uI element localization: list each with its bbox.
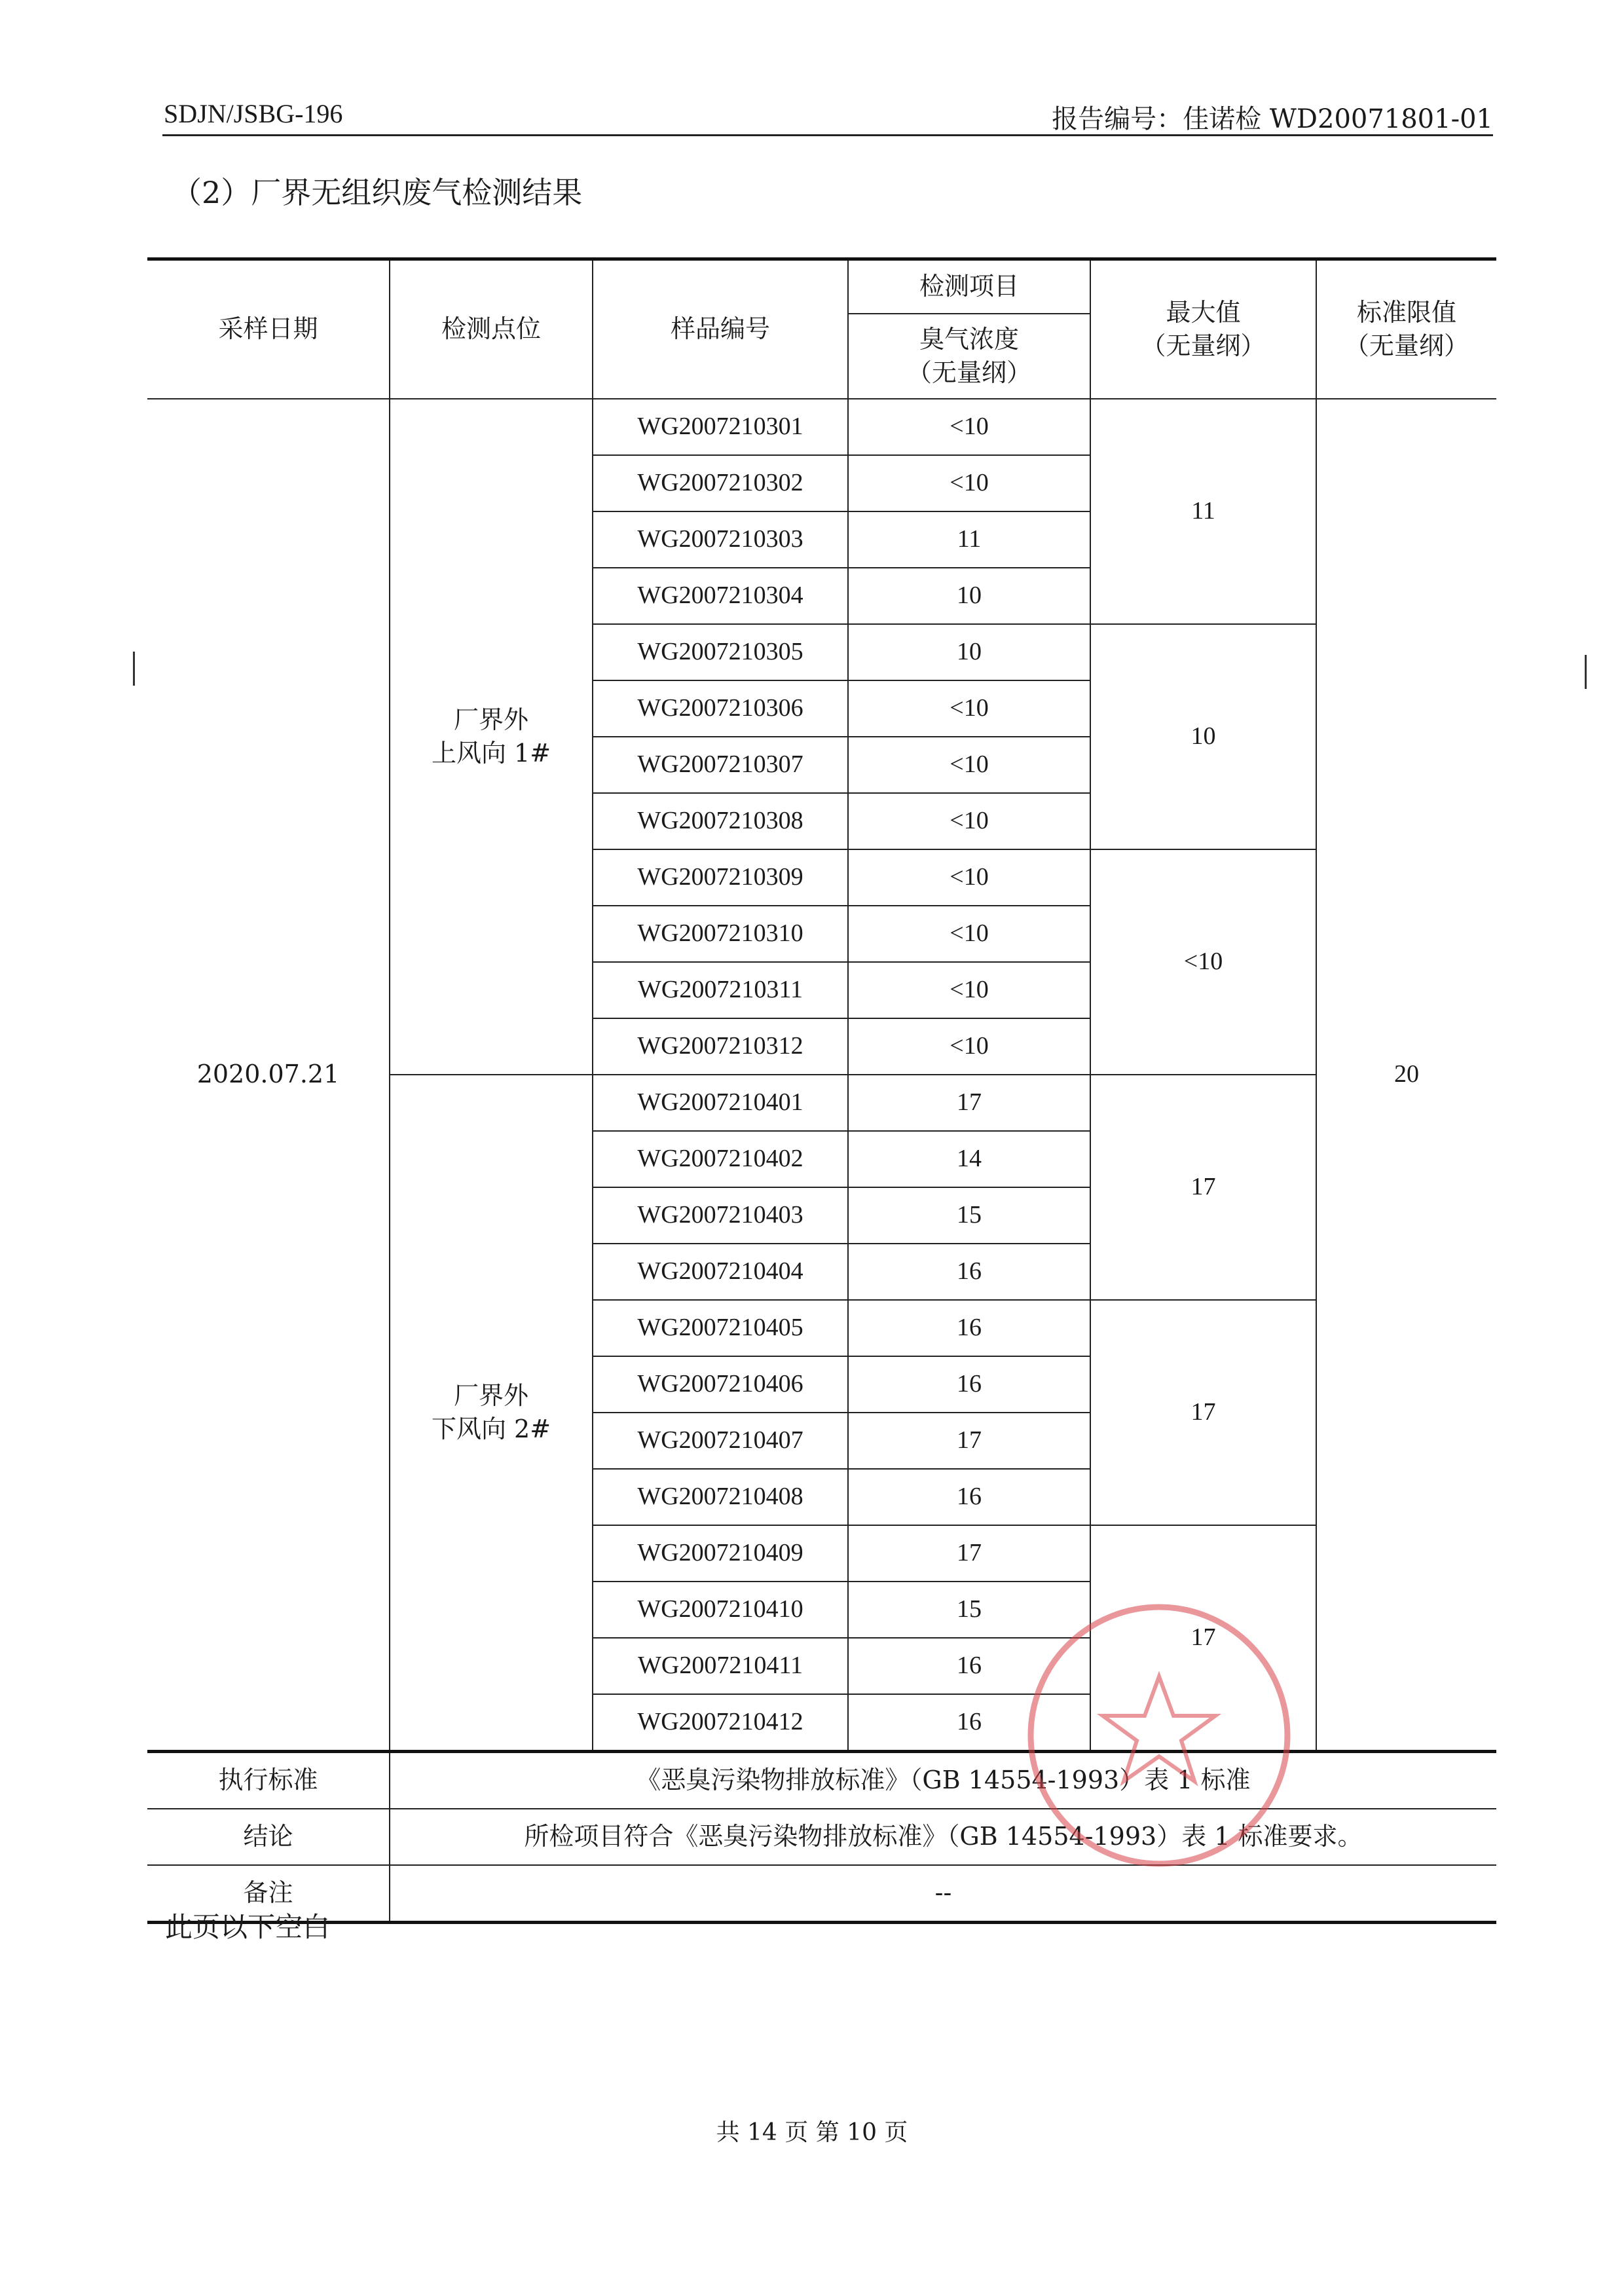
odor-value: <10 (848, 455, 1090, 511)
table-row (147, 399, 1496, 455)
group-max-value: 17 (1090, 1525, 1316, 1752)
scan-mark-left (133, 652, 135, 686)
monitoring-point (390, 399, 593, 1075)
sample-id: WG2007210307 (593, 737, 848, 793)
odor-value: 15 (848, 1187, 1090, 1244)
header-limit-label: 标准限值 (1356, 297, 1456, 327)
odor-value: <10 (848, 962, 1090, 1018)
odor-value: 10 (848, 624, 1090, 680)
conclusion-value: 所检项目符合《恶臭污染物排放标准》（GB 14554-1993）表 1 标准要求。 (390, 1809, 1496, 1865)
header-point: 检测点位 (390, 259, 593, 399)
header-max-label: 最大值 (1166, 297, 1241, 327)
sample-id: WG2007210410 (593, 1582, 848, 1638)
sample-id: WG2007210412 (593, 1694, 848, 1752)
point-name-line2: 上风向 1# (431, 739, 551, 768)
odor-value: 10 (848, 568, 1090, 624)
sample-id: WG2007210409 (593, 1525, 848, 1582)
odor-value: <10 (848, 906, 1090, 962)
sample-id: WG2007210306 (593, 680, 848, 737)
sample-id: WG2007210309 (593, 849, 848, 906)
standard-limit: 20 (1316, 399, 1496, 1752)
header-item-name: 臭气浓度 (919, 324, 1019, 354)
odor-value: <10 (848, 849, 1090, 906)
header-rule (162, 134, 1493, 136)
sample-id: WG2007210405 (593, 1300, 848, 1356)
odor-value: 16 (848, 1694, 1090, 1752)
odor-value: 15 (848, 1582, 1090, 1638)
point-name-line2: 下风向 2# (431, 1415, 551, 1443)
odor-value: 17 (848, 1525, 1090, 1582)
blank-below-note: 此页以下空白 (165, 1911, 331, 1943)
group-max-value: <10 (1090, 849, 1316, 1075)
page-footer: 共 14 页 第 10 页 (716, 2119, 908, 2146)
header-max (1090, 259, 1316, 399)
header-sample: 样品编号 (593, 259, 848, 399)
header-date: 采样日期 (147, 259, 390, 399)
header-max-unit: （无量纲） (1141, 331, 1266, 360)
group-max-value: 17 (1090, 1075, 1316, 1300)
scan-mark-right (1585, 655, 1587, 689)
odor-value: 16 (848, 1469, 1090, 1525)
results-table (147, 257, 1496, 1924)
odor-value: 14 (848, 1131, 1090, 1187)
odor-value: 16 (848, 1356, 1090, 1413)
sample-id: WG2007210411 (593, 1638, 848, 1694)
monitoring-point (390, 1075, 593, 1752)
odor-value: <10 (848, 1018, 1090, 1075)
sampling-date: 2020.07.21 (147, 399, 390, 1752)
standard-label: 执行标准 (147, 1752, 390, 1809)
odor-value: 16 (848, 1638, 1090, 1694)
point-name-line1: 厂界外 (453, 705, 528, 734)
odor-value: 17 (848, 1075, 1090, 1131)
header-limit-unit: （无量纲） (1344, 331, 1469, 360)
sample-id: WG2007210304 (593, 568, 848, 624)
sample-id: WG2007210305 (593, 624, 848, 680)
sample-id: WG2007210312 (593, 1018, 848, 1075)
odor-value: <10 (848, 737, 1090, 793)
remark-label: 备注 (147, 1865, 390, 1923)
header-item (848, 314, 1090, 399)
odor-value: 16 (848, 1300, 1090, 1356)
odor-value: <10 (848, 793, 1090, 849)
document-code: SDJN/JSBG-196 (164, 99, 343, 128)
header-item-unit: （无量纲） (906, 358, 1031, 387)
sample-id: WG2007210310 (593, 906, 848, 962)
sample-id: WG2007210301 (593, 399, 848, 455)
sample-id: WG2007210403 (593, 1187, 848, 1244)
sample-id: WG2007210401 (593, 1075, 848, 1131)
sample-id: WG2007210402 (593, 1131, 848, 1187)
header-limit (1316, 259, 1496, 399)
group-max-value: 17 (1090, 1300, 1316, 1525)
group-max-value: 10 (1090, 624, 1316, 849)
sample-id: WG2007210311 (593, 962, 848, 1018)
report-number: 报告编号：佳诺检 WD20071801-01 (1052, 104, 1493, 134)
sample-id: WG2007210407 (593, 1413, 848, 1469)
sample-id: WG2007210406 (593, 1356, 848, 1413)
sample-id: WG2007210303 (593, 511, 848, 568)
odor-value: 16 (848, 1244, 1090, 1300)
standard-value: 《恶臭污染物排放标准》（GB 14554-1993）表 1 标准 (390, 1752, 1496, 1809)
odor-value: 11 (848, 511, 1090, 568)
header-item-group: 检测项目 (848, 259, 1090, 314)
sample-id: WG2007210302 (593, 455, 848, 511)
section-title: （2）厂界无组织废气检测结果 (172, 175, 583, 210)
conclusion-label: 结论 (147, 1809, 390, 1865)
group-max-value: 11 (1090, 399, 1316, 624)
odor-value: <10 (848, 680, 1090, 737)
remark-value: -- (390, 1865, 1496, 1923)
sample-id: WG2007210408 (593, 1469, 848, 1525)
point-name-line1: 厂界外 (453, 1380, 528, 1410)
sample-id: WG2007210308 (593, 793, 848, 849)
odor-value: 17 (848, 1413, 1090, 1469)
odor-value: <10 (848, 399, 1090, 455)
sample-id: WG2007210404 (593, 1244, 848, 1300)
